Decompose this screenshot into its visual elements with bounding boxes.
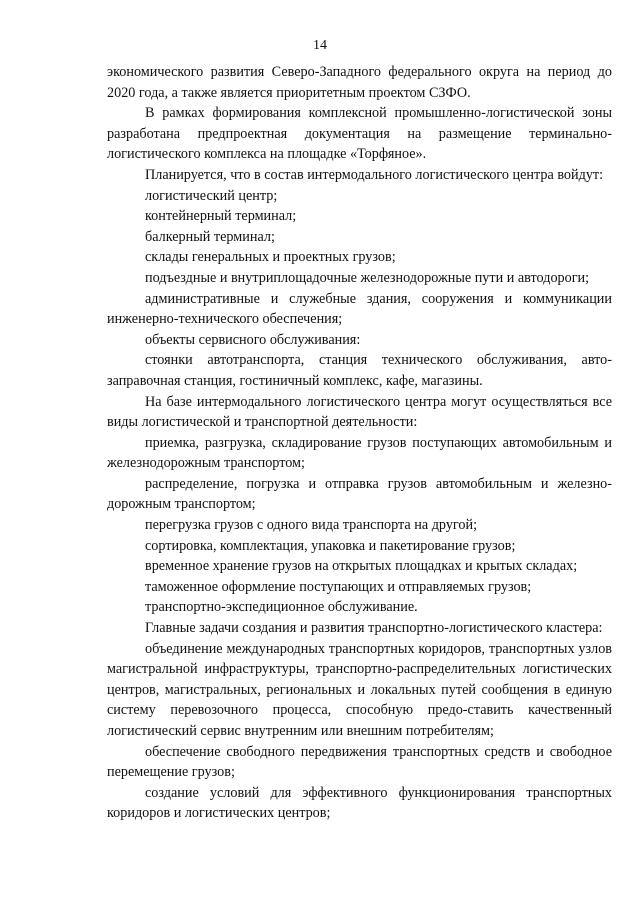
paragraph: Планируется, что в состав интермодального логистического центра войдут: <box>145 166 604 183</box>
list-item: создание условий для эффективного функционирования транспортных коридоров и логистических центров; <box>107 784 612 822</box>
paragraph-continuation: экономического развития Северо-Западного федерального округа на период до 2020 года, а также является приоритетным проектом СЗФО. <box>107 64 612 101</box>
list-item: обеспечение свободного передвижения транспортных средств и свободное перемещение грузов; <box>107 743 612 781</box>
list-item: объекты сервисного обслуживания: <box>145 331 361 348</box>
list-item: объединение международных транспортных коридоров, транспортных узлов магистральной инфраструктуры, транспортно-распределительных логистических центров, магистральных, региональных и локальных путей сообщения в единую систему перевозочного процесса, способную предо-ставить качественный логистический сервис внутренним или внешним потребителям; <box>107 640 612 739</box>
list-item: распределение, погрузка и отправка грузов автомобильным и железно-дорожным транспортом; <box>107 475 612 513</box>
list-item: контейнерный терминал; <box>145 208 297 225</box>
paragraph: Главные задачи создания и развития транспортно-логистического кластера: <box>145 620 603 637</box>
body-text <box>107 62 612 824</box>
list-item: приемка, разгрузка, складирование грузов поступающих автомобильным и железнодорожным транспортом; <box>107 434 612 472</box>
list-item: стоянки автотранспорта, станция технического обслуживания, авто-заправочная станция, гостиничный комплекс, кафе, магазины. <box>107 352 612 389</box>
page-number: 14 <box>313 38 327 53</box>
list-item: таможенное оформление поступающих и отправляемых грузов; <box>145 578 532 595</box>
list-item: логистический центр; <box>145 187 278 204</box>
list-item: склады генеральных и проектных грузов; <box>145 249 396 266</box>
paragraph: На базе интермодального логистического центра могут осуществляться все виды логистической и транспортной деятельности: <box>107 393 612 431</box>
list-item: балкерный терминал; <box>145 228 275 245</box>
list-item: административные и служебные здания, сооружения и коммуникации инженерно-технического обеспечения; <box>107 290 612 328</box>
list-item: временное хранение грузов на открытых площадках и крытых складах; <box>145 558 578 575</box>
list-item: подъездные и внутриплощадочные железнодорожные пути и автодороги; <box>145 269 590 286</box>
list-item: сортировка, комплектация, упаковка и пакетирование грузов; <box>145 537 516 554</box>
list-item: перегрузка грузов с одного вида транспорта на другой; <box>145 517 478 534</box>
paragraph: В рамках формирования комплексной промышленно-логистической зоны разработана предпроектная документация на размещение терминально-логистического комплекса на площадке «Торфяное». <box>107 105 612 163</box>
list-item: транспортно-экспедиционное обслуживание. <box>145 599 418 616</box>
